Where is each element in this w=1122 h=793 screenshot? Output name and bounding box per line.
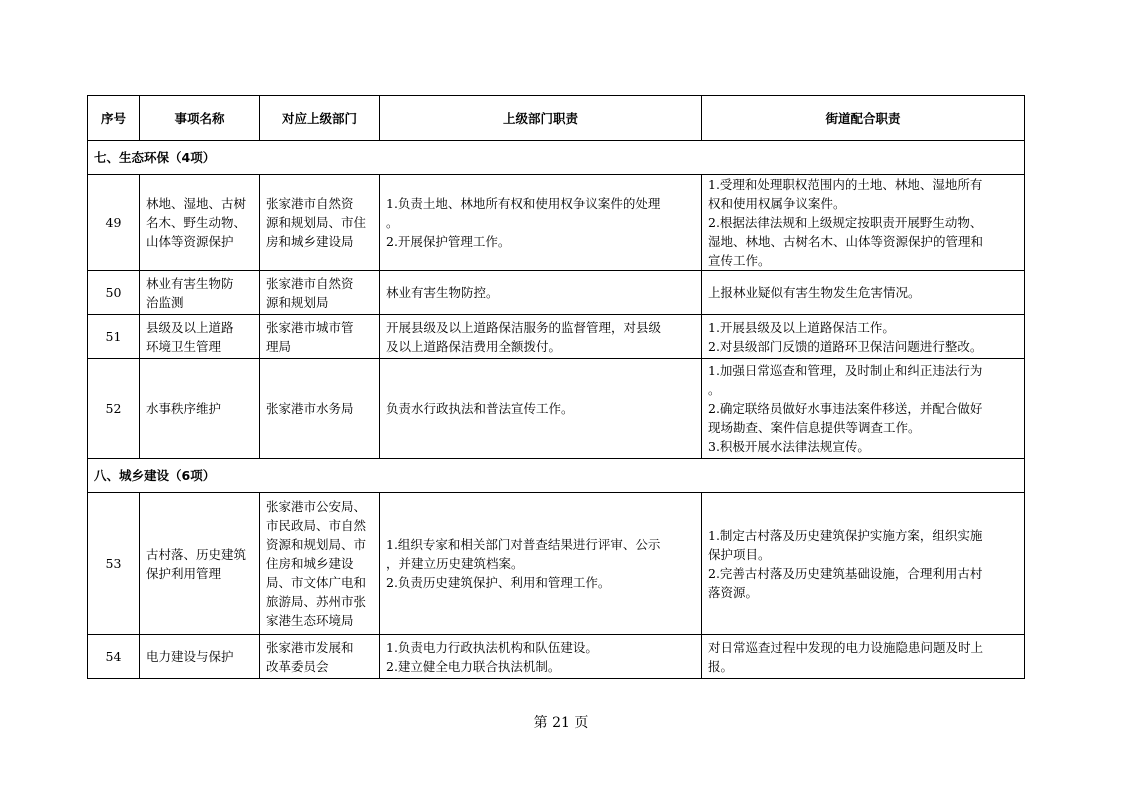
street-duty-cell	[702, 359, 1025, 459]
street-duty-cell-line: 对日常巡查过程中发现的电力设施隐患问题及时上	[708, 639, 984, 655]
header-seq: 序号	[88, 96, 140, 141]
street-duty-cell-line: 湿地、林地、古树名木、山体等资源保护的管理和	[708, 234, 984, 249]
seq-cell: 54	[88, 635, 140, 679]
upper-duty-cell	[380, 635, 702, 679]
street-duty-cell-line: 1.制定古村落及历史建筑保护实施方案，组织实施	[708, 527, 983, 543]
upper-dept-cell	[260, 635, 380, 679]
upper-dept-cell-line: 局、市文体广电和	[266, 575, 367, 590]
street-duty-cell-line: 1.受理和处理职权范围内的土地、林地、湿地所有	[708, 177, 983, 192]
upper-duty-cell	[380, 315, 702, 359]
street-duty-cell-line: 2.根据法律法规和上级规定按职责开展野生动物、	[708, 215, 983, 230]
street-duty-cell-line: 现场勘查、案件信息提供等调查工作。	[708, 420, 921, 435]
upper-dept-cell-line: 改革委员会	[266, 658, 329, 674]
item-name-cell-line: 环境卫生管理	[146, 338, 222, 354]
table-row	[88, 359, 1025, 459]
upper-dept-cell-line: 张家港市城市管	[266, 319, 354, 335]
page-number: 第 21 页	[533, 715, 589, 731]
upper-duty-cell-line: ，并建立历史建筑档案。	[386, 556, 524, 571]
item-name-cell-line: 电力建设与保护	[146, 649, 234, 664]
header-item-name: 事项名称	[140, 96, 260, 141]
upper-duty-cell-line: 负责水行政执法和普法宣传工作。	[386, 401, 574, 416]
upper-duty-cell-line: 。	[386, 215, 399, 230]
upper-dept-cell-line: 家港生态环境局	[266, 613, 354, 628]
section-title: 七、生态环保（4项）	[88, 141, 1025, 175]
upper-duty-cell	[380, 359, 702, 459]
seq-cell: 51	[88, 315, 140, 359]
header-upper-duty: 上级部门职责	[380, 96, 702, 141]
item-name-cell	[140, 315, 260, 359]
upper-dept-cell-line: 房和城乡建设局	[266, 234, 354, 249]
item-name-cell	[140, 271, 260, 315]
street-duty-cell	[702, 493, 1025, 635]
item-name-cell	[140, 635, 260, 679]
upper-duty-cell	[380, 175, 702, 271]
item-name-cell-line: 保护利用管理	[146, 565, 222, 581]
header-upper-dept: 对应上级部门	[260, 96, 380, 141]
seq-cell: 50	[88, 271, 140, 315]
upper-dept-cell-line: 源和规划局	[266, 294, 329, 310]
street-duty-cell-line: 1.开展县级及以上道路保洁工作。	[708, 319, 895, 335]
street-duty-cell-line: 权和使用权属争议案件。	[708, 196, 846, 211]
upper-duty-cell-line: 1.负责电力行政执法机构和队伍建设。	[386, 639, 598, 655]
upper-duty-cell-line: 2.建立健全电力联合执法机制。	[386, 658, 561, 674]
upper-dept-cell-line: 张家港市发展和	[266, 639, 354, 655]
street-duty-cell	[702, 271, 1025, 315]
street-duty-cell-line: 3.积极开展水法律法规宣传。	[708, 439, 870, 454]
upper-duty-cell	[380, 271, 702, 315]
item-name-cell-line: 治监测	[146, 294, 184, 310]
item-name-cell-line: 林地、湿地、古树	[146, 196, 247, 211]
seq-cell: 49	[88, 175, 140, 271]
item-name-cell	[140, 359, 260, 459]
upper-duty-cell-line: 及以上道路保洁费用全额拨付。	[386, 338, 562, 354]
upper-dept-cell	[260, 271, 380, 315]
table-row	[88, 315, 1025, 359]
upper-dept-cell-line: 旅游局、苏州市张	[266, 594, 367, 609]
upper-duty-cell-line: 2.开展保护管理工作。	[386, 234, 511, 249]
street-duty-cell	[702, 175, 1025, 271]
upper-duty-cell-line: 1.组织专家和相关部门对普查结果进行评审、公示	[386, 537, 661, 552]
section-title: 八、城乡建设（6项）	[88, 459, 1025, 493]
street-duty-cell-line: 宣传工作。	[708, 253, 771, 268]
header-street-duty: 街道配合职责	[702, 96, 1025, 141]
item-name-cell-line: 县级及以上道路	[146, 319, 234, 335]
upper-dept-cell	[260, 359, 380, 459]
upper-dept-cell-line: 市民政局、市自然	[266, 518, 367, 533]
upper-dept-cell-line: 理局	[266, 338, 292, 354]
upper-dept-cell	[260, 315, 380, 359]
street-duty-cell-line: 。	[708, 382, 721, 397]
item-name-cell-line: 山体等资源保护	[146, 234, 234, 249]
street-duty-cell-line: 上报林业疑似有害生物发生危害情况。	[708, 285, 921, 300]
street-duty-cell	[702, 315, 1025, 359]
item-name-cell	[140, 493, 260, 635]
table-row	[88, 271, 1025, 315]
section-row	[88, 459, 1025, 493]
street-duty-cell-line: 报。	[708, 658, 734, 674]
seq-cell: 52	[88, 359, 140, 459]
upper-dept-cell-line: 源和规划局、市住	[266, 215, 367, 230]
upper-duty-cell-line: 1.负责土地、林地所有权和使用权争议案件的处理	[386, 196, 661, 211]
upper-dept-cell-line: 张家港市自然资	[266, 196, 354, 211]
upper-dept-cell	[260, 175, 380, 271]
upper-dept-cell-line: 张家港市水务局	[266, 401, 354, 416]
street-duty-cell-line: 保护项目。	[708, 546, 771, 562]
table-row	[88, 635, 1025, 679]
table-header-row	[88, 96, 1025, 141]
table-row	[88, 175, 1025, 271]
item-name-cell-line: 水事秩序维护	[146, 401, 222, 416]
seq-cell: 53	[88, 493, 140, 635]
upper-dept-cell-line: 张家港市公安局、	[266, 499, 367, 514]
street-duty-cell-line: 2.对县级部门反馈的道路环卫保洁问题进行整改。	[708, 338, 983, 354]
section-row	[88, 141, 1025, 175]
street-duty-cell-line: 2.完善古村落及历史建筑基础设施，合理利用古村	[708, 565, 983, 581]
upper-dept-cell-line: 住房和城乡建设	[266, 556, 354, 571]
upper-duty-cell	[380, 493, 702, 635]
item-name-cell	[140, 175, 260, 271]
upper-dept-cell	[260, 493, 380, 635]
street-duty-cell-line: 2.确定联络员做好水事违法案件移送，并配合做好	[708, 401, 983, 416]
item-name-cell-line: 林业有害生物防	[146, 275, 234, 291]
item-name-cell-line: 名木、野生动物、	[146, 215, 247, 230]
upper-dept-cell-line: 资源和规划局、市	[266, 537, 367, 552]
item-name-cell-line: 古村落、历史建筑	[146, 546, 247, 562]
upper-duty-cell-line: 2.负责历史建筑保护、利用和管理工作。	[386, 575, 611, 590]
upper-duty-cell-line: 开展县级及以上道路保洁服务的监督管理，对县级	[386, 319, 662, 335]
upper-duty-cell-line: 林业有害生物防控。	[386, 285, 499, 300]
duty-table	[87, 95, 1025, 679]
upper-dept-cell-line: 张家港市自然资	[266, 275, 354, 291]
street-duty-cell	[702, 635, 1025, 679]
street-duty-cell-line: 落资源。	[708, 584, 759, 600]
street-duty-cell-line: 1.加强日常巡查和管理，及时制止和纠正违法行为	[708, 363, 983, 378]
table-row	[88, 493, 1025, 635]
